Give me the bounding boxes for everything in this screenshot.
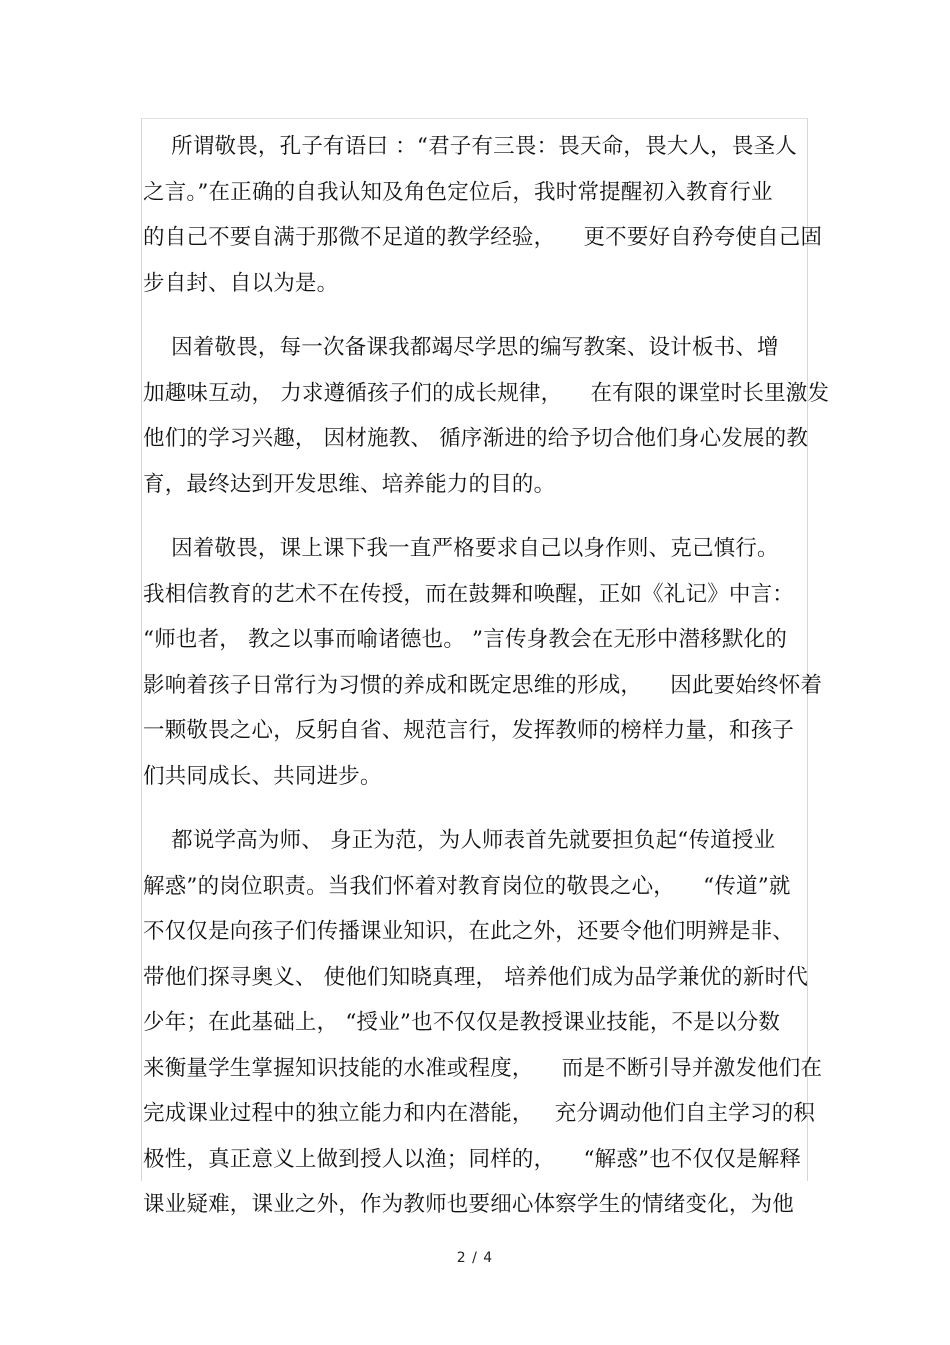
text-line: 因着敬畏，课上课下我一直严格要求自己以身作则、克己慎行。 [143,536,779,561]
text-line: “师也者， 教之以事而喻诸德也。 ”言传身教会在无形中潜移默化的 [143,627,788,652]
text-line: 影响着孩子日常行为习惯的养成和既定思维的形成， 因此要始终怀着 [143,672,823,698]
text-line: 极性，真正意义上做到授人以渔；同样的， “解惑”也不仅仅是解释 [143,1146,802,1172]
document-body [143,124,830,1247]
text-line: 们共同成长、共同进步。 [143,763,382,789]
paragraph [143,124,823,306]
text-line: 都说学高为师、 身正为范，为人师表首先就要担负起“传道授业 [143,828,776,853]
text-line: 解惑”的岗位职责。当我们怀着对教育岗位的敬畏之心， “传道”就 [143,873,791,899]
paragraph [143,325,830,507]
text-line: 不仅仅是向孩子们传播课业知识，在此之外，还要令他们明辨是非、 [143,919,795,944]
paragraph [143,818,823,1228]
text-line: 育，最终达到开发思维、培养能力的目的。 [143,471,556,497]
text-line: 带他们探寻奥义、 使他们知晓真理， 培养他们成为品学兼优的新时代 [143,964,809,990]
text-line: 的自己不要自满于那微不足道的教学经验， 更不要好自矜夸使自己固 [143,225,823,250]
text-line: 因着敬畏，每一次备课我都竭尽学思的编写教案、设计板书、增 [143,335,779,360]
text-line: 加趣味互动， 力求遵循孩子们的成长规律， 在有限的课堂时长里激发 [143,380,830,406]
text-line: 我相信教育的艺术不在传授，而在鼓舞和唤醒，正如《礼记》中言： [143,581,795,607]
text-line: 步自封、自以为是。 [143,270,339,296]
text-line: 一颗敬畏之心，反躬自省、规范言行，发挥教师的榜样力量，和孩子 [143,718,795,743]
text-line: 之言。”在正确的自我认知及角色定位后，我时常提醒初入教育行业 [143,179,773,205]
text-line: 课业疑难，课业之外，作为教师也要细心体察学生的情绪变化，为他 [143,1192,795,1217]
text-line: 所谓敬畏，孔子有语曰 ：“君子有三畏：畏天命，畏大人，畏圣人 [143,134,797,159]
text-line: 他们的学习兴趣， 因材施教、 循序渐进的给予切合他们身心发展的教 [143,426,809,451]
page-number: 2 / 4 [456,1250,494,1266]
text-line: 少年；在此基础上， “授业”也不仅仅是教授课业技能，不是以分数 [143,1010,781,1035]
text-line: 来衡量学生掌握知识技能的水准或程度， 而是不断引导并激发他们在 [143,1055,823,1081]
paragraph [143,526,823,799]
text-line: 完成课业过程中的独立能力和内在潜能， 充分调动他们自主学习的积 [143,1101,816,1126]
